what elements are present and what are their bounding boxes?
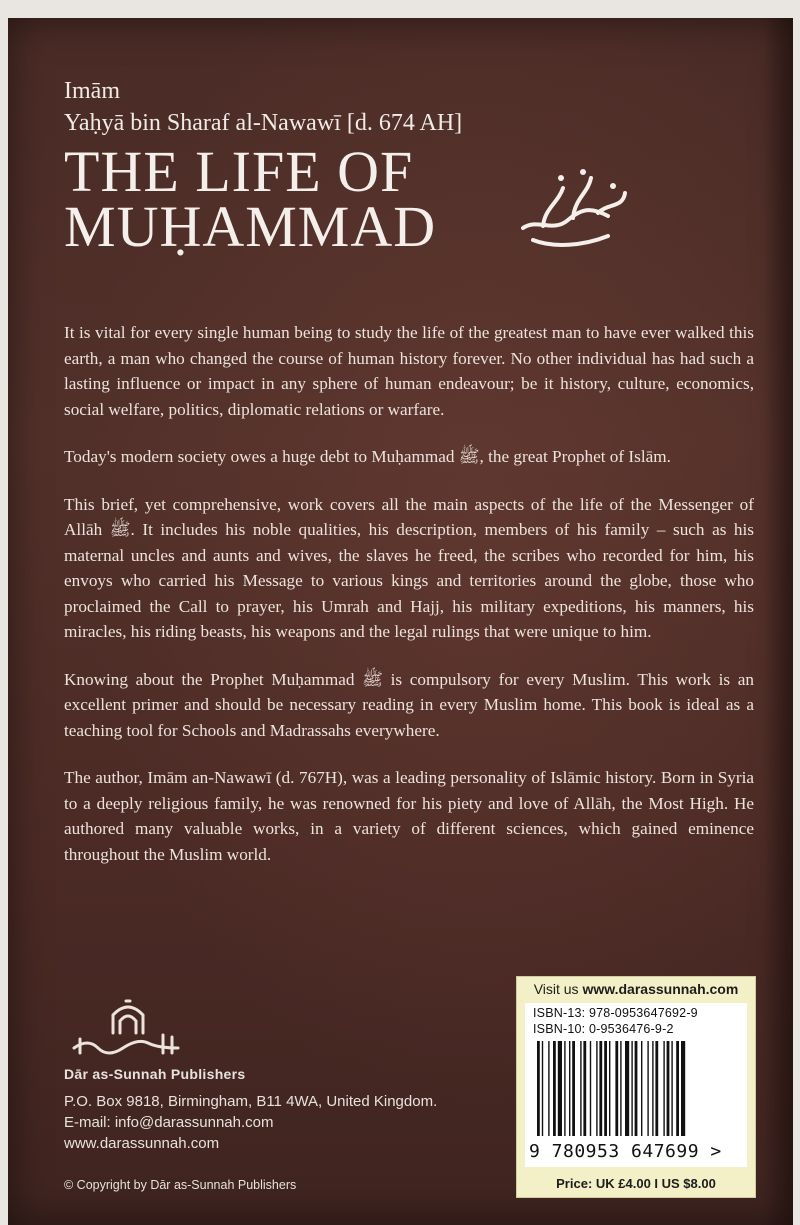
barcode-bar <box>564 1041 565 1136</box>
blurb-paragraph-5: The author, Imām an-Nawawī (d. 767H), was a leading personality of Islāmic history. Born in Syria to a deeply religious family, he was renowned for his piety and love of Allāh, the Most High. He authored many valuable works, in a variety of different sciences, which gained eminence throughout the Muslim world. <box>64 768 754 864</box>
barcode-bar <box>631 1041 632 1136</box>
barcode-bar <box>572 1041 575 1136</box>
barcode-bar <box>583 1041 586 1136</box>
barcode-digits: 9 780953 647699 > <box>529 1141 722 1162</box>
copyright-notice: © Copyright by Dār as-Sunnah Publishers <box>64 1178 297 1192</box>
blurb-paragraph-4: Knowing about the Prophet Muḥammad ﷺ is compulsory for every Muslim. This work is an excellent primer and should be necessary reading in every Muslim home. This book is ideal as a teaching tool for Schools and Madrassahs everywhere. <box>64 669 754 740</box>
visit-us-line <box>517 977 755 1001</box>
publisher-address: P.O. Box 9818, Birmingham, B11 4WA, United Kingdom. <box>64 1093 438 1110</box>
barcode-bar <box>615 1041 618 1136</box>
barcode-bar <box>681 1041 685 1136</box>
visit-prefix: Visit us <box>533 981 583 997</box>
visit-url: www.darassunnah.com <box>582 981 739 997</box>
barcode-bars-icon <box>533 1041 738 1136</box>
barcode-bar <box>542 1041 543 1136</box>
barcode-bar <box>635 1041 638 1136</box>
book-title-line2: MUḤAMMAD <box>64 194 437 259</box>
blurb-paragraph-3: This brief, yet comprehensive, work covers all the main aspects of the life of the Messenger of Allāh ﷺ. It includes his noble qualities, his description, members of his family – such as his maternal uncles and aunts and wives, the slaves he freed, the scribes who recorded for him, his envoys who carried his Message to various kings and territories around the globe, those who proclaimed the Call to prayer, his Umrah and Hajj, his military expeditions, his manners, his miracles, his riding beasts, his weapons and the legal rulings that were unique to him. <box>64 494 754 641</box>
author-title: Imām <box>64 78 120 104</box>
barcode-bar <box>599 1041 602 1136</box>
barcode-bar <box>604 1041 607 1136</box>
muhammad-calligraphy-icon <box>513 158 633 258</box>
barcode-bar <box>671 1041 672 1136</box>
barcode-bar <box>676 1041 679 1136</box>
barcode-bar <box>537 1041 540 1136</box>
blurb-paragraph-1: It is vital for every single human being to study the life of the greatest man to have ever walked this earth, a man who changed the course of human history forever. No other individual has had such a lasting influence or impact in any sphere of human endeavour; be it history, culture, economics, social welfare, politics, diplomatic relations or warfare. <box>64 323 754 419</box>
publisher-website: www.darassunnah.com <box>64 1135 220 1152</box>
price-label: Price: UK £4.00 I US $8.00 <box>556 1176 716 1191</box>
isbn-13: ISBN-13: 978-0953647692-9 <box>533 1006 698 1020</box>
book-back-cover <box>8 18 793 1225</box>
barcode-bar <box>580 1041 581 1136</box>
barcode-white-area <box>525 1003 747 1167</box>
isbn-10: ISBN-10: 0-9536476-9-2 <box>533 1022 674 1036</box>
barcode-bar <box>596 1041 597 1136</box>
barcode-bar <box>548 1041 549 1136</box>
cover-edge-shadow <box>763 18 793 1225</box>
publisher-name: Dār as-Sunnah Publishers <box>64 1066 246 1082</box>
barcode-bar <box>655 1041 658 1136</box>
blurb-paragraph-2: Today's modern society owes a huge debt to Muḥammad ﷺ, the great Prophet of Islām. <box>64 447 671 466</box>
barcode-bar <box>625 1041 629 1136</box>
publisher-email: E-mail: info@darassunnah.com <box>64 1114 274 1131</box>
author-name: Yaḥyā bin Sharaf al-Nawawī [d. 674 AH] <box>64 110 463 136</box>
barcode-bar <box>609 1041 610 1136</box>
dar-as-sunnah-logo-icon <box>68 993 188 1063</box>
barcode-bar <box>553 1041 556 1136</box>
barcode-bar <box>663 1041 664 1136</box>
book-title-line1: THE LIFE OF <box>64 139 414 204</box>
barcode-bar <box>652 1041 653 1136</box>
barcode-bar <box>590 1041 591 1136</box>
barcode-panel <box>516 976 756 1198</box>
barcode-bar <box>667 1041 670 1136</box>
publisher-contact <box>64 1091 437 1154</box>
barcode-bar <box>620 1041 621 1136</box>
barcode-bar <box>647 1041 648 1136</box>
barcode-bar <box>569 1041 570 1136</box>
barcode-bar <box>641 1041 642 1136</box>
back-cover-blurb <box>64 320 754 889</box>
barcode-bar <box>558 1041 562 1136</box>
